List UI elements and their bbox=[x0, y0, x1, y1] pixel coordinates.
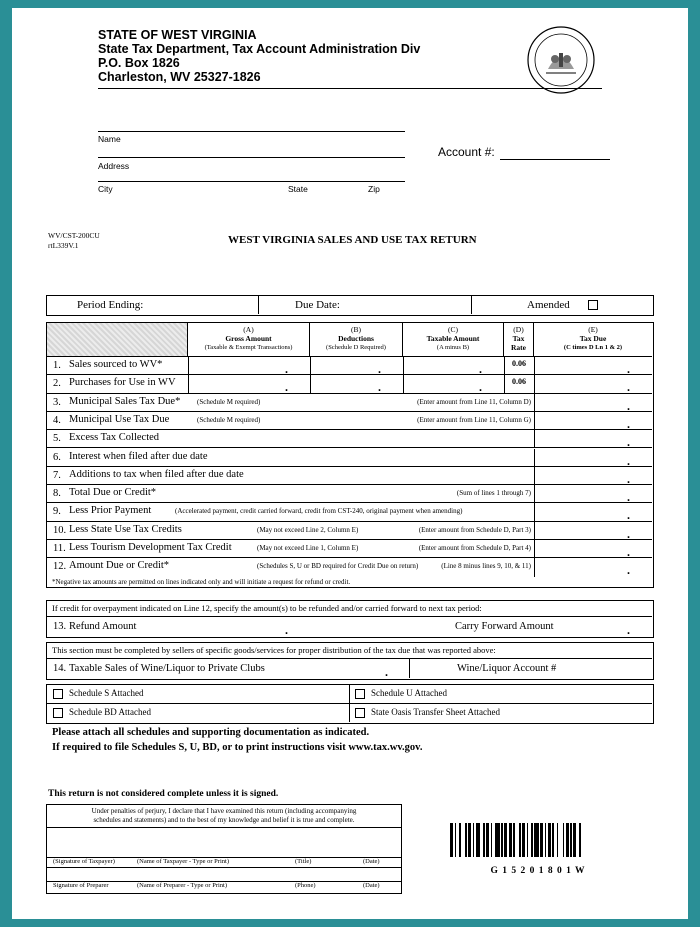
tax-due-field[interactable] bbox=[535, 430, 652, 448]
tax-rate: 0.06 bbox=[512, 359, 526, 368]
barcode-bar bbox=[450, 823, 453, 857]
col-c-title: Taxable Amount bbox=[426, 334, 480, 343]
tax-due-field[interactable] bbox=[535, 449, 652, 467]
account-field[interactable] bbox=[500, 159, 610, 160]
barcode-bar bbox=[534, 823, 539, 857]
decimal-mark: . bbox=[627, 526, 630, 541]
divider bbox=[471, 296, 472, 314]
barcode-number: G 1 5 2 0 1 8 0 1 W bbox=[490, 866, 586, 876]
line-number: 10. bbox=[53, 524, 67, 536]
line-number: 12. bbox=[53, 561, 67, 573]
barcode-bar bbox=[531, 823, 533, 857]
line-number: 3. bbox=[53, 396, 61, 408]
line-label: Excess Tax Collected bbox=[69, 432, 160, 444]
decimal-mark: . bbox=[627, 416, 630, 431]
title-label: (Title) bbox=[295, 858, 312, 865]
col-d-header bbox=[504, 323, 534, 357]
tax-line-3 bbox=[47, 394, 652, 412]
barcode-bar bbox=[473, 823, 475, 857]
decimal-mark: . bbox=[627, 508, 630, 523]
tax-form-page bbox=[12, 8, 688, 919]
line-note: (Schedule M required) bbox=[197, 397, 261, 406]
decimal-mark: . bbox=[627, 380, 630, 395]
barcode-bar bbox=[540, 823, 543, 857]
oasis-transfer-checkbox[interactable] bbox=[355, 708, 365, 718]
sig-taxpayer-label: (Signature of Taxpayer) bbox=[53, 858, 115, 865]
phone-label: (Phone) bbox=[295, 882, 316, 889]
instructions-line-2: If required to file Schedules S, U, BD, or to print instructions visit www.tax.wv.gov. bbox=[52, 742, 423, 753]
decimal-mark: . bbox=[627, 490, 630, 505]
wine-section-text: This section must be completed by sellers of specific goods/services for proper distribution of the tax due that was reported above: bbox=[52, 645, 496, 655]
wine-decimal: . bbox=[385, 665, 388, 679]
tax-line-6 bbox=[47, 449, 652, 467]
decimal-mark: . bbox=[479, 362, 482, 376]
tax-line-2 bbox=[47, 375, 652, 393]
tax-due-field[interactable] bbox=[535, 522, 652, 540]
barcode-bar bbox=[455, 823, 457, 857]
barcode-bar bbox=[519, 823, 521, 857]
barcode-bar bbox=[522, 823, 525, 857]
oasis-transfer-label: State Oasis Transfer Sheet Attached bbox=[371, 707, 500, 717]
tax-rate: 0.06 bbox=[512, 377, 526, 387]
tax-due-field[interactable] bbox=[535, 485, 652, 503]
header-department: State Tax Department, Tax Account Administration Div bbox=[98, 42, 421, 56]
barcode-bar bbox=[509, 823, 512, 857]
col-b-sub: (Schedule D Required) bbox=[326, 344, 386, 351]
header-city: Charleston, WV 25327-1826 bbox=[98, 70, 261, 84]
col-e-sub: (C times D Ln 1 & 2) bbox=[563, 344, 623, 351]
line-number: 8. bbox=[53, 488, 61, 500]
line-instruction: (Enter amount from Schedule D, Part 4) bbox=[418, 544, 531, 552]
header-pobox: P.O. Box 1826 bbox=[98, 56, 180, 70]
barcode-bar bbox=[495, 823, 500, 857]
line-label: Less Prior Payment bbox=[69, 505, 152, 517]
carry-forward-label[interactable]: Carry Forward Amount bbox=[455, 621, 554, 632]
barcode-bar bbox=[476, 823, 481, 857]
due-date-label: Due Date: bbox=[295, 299, 340, 311]
decimal-mark: . bbox=[627, 545, 630, 559]
line-number: 11. bbox=[53, 543, 66, 554]
sig-preparer-label: Signature of Preparer bbox=[53, 882, 109, 889]
schedule-u-label: Schedule U Attached bbox=[371, 688, 447, 698]
decimal-mark: . bbox=[285, 362, 288, 376]
barcode-bar bbox=[501, 823, 503, 857]
col-d-title: Tax bbox=[512, 334, 525, 343]
line-label: Municipal Use Tax Due bbox=[69, 413, 170, 425]
line-instruction: (Line 8 minus lines 9, 10, & 11) bbox=[441, 562, 531, 571]
tax-lines bbox=[47, 357, 652, 577]
tax-due-field[interactable] bbox=[535, 357, 652, 375]
col-a-header bbox=[188, 323, 310, 357]
col-b-letter: (B) bbox=[351, 325, 361, 334]
refund-amount-label[interactable]: Refund Amount bbox=[69, 621, 137, 632]
line-number: 6. bbox=[53, 451, 61, 463]
barcode-bar bbox=[486, 823, 489, 857]
amended-label: Amended bbox=[527, 299, 570, 311]
deductions-field[interactable] bbox=[311, 357, 403, 375]
overpayment-section bbox=[46, 600, 654, 638]
perjury-statement bbox=[47, 807, 401, 825]
barcode-bar bbox=[566, 823, 569, 857]
line-13-number: 13. bbox=[53, 621, 67, 632]
line-number: 9. bbox=[53, 506, 61, 518]
tax-lines-table bbox=[46, 322, 654, 588]
divider bbox=[504, 375, 505, 393]
col-d-letter: (D) bbox=[513, 325, 524, 334]
line-note: (Schedules S, U or BD required for Credit Due on return) bbox=[257, 562, 419, 571]
barcode-bar bbox=[459, 823, 461, 857]
tax-due-field[interactable] bbox=[535, 558, 652, 576]
schedule-s-label: Schedule S Attached bbox=[69, 688, 144, 698]
decimal-mark: . bbox=[285, 380, 288, 395]
tax-line-11 bbox=[47, 540, 652, 558]
decimal-mark: . bbox=[627, 398, 630, 413]
city-label: City bbox=[98, 184, 113, 194]
col-b-header bbox=[310, 323, 403, 357]
line-instruction: (Enter amount from Schedule D, Part 3) bbox=[418, 525, 531, 534]
deductions-field[interactable] bbox=[311, 375, 403, 393]
line-number: 4. bbox=[53, 414, 61, 426]
preparer-signature-field[interactable] bbox=[47, 869, 401, 881]
line-label: Sales sourced to WV* bbox=[69, 359, 163, 370]
col-e-letter: (E) bbox=[588, 325, 598, 334]
tax-line-12 bbox=[47, 558, 652, 576]
gross-amount-field[interactable] bbox=[189, 357, 310, 375]
negative-note: *Negative tax amounts are permitted on lines indicated only and will initiate a request for refund or credit. bbox=[52, 578, 351, 586]
taxable-amount-field[interactable] bbox=[404, 357, 504, 375]
divider bbox=[258, 296, 259, 314]
signature-required-note: This return is not considered complete unless it is signed. bbox=[48, 789, 279, 799]
divider bbox=[47, 867, 401, 868]
decimal-mark: . bbox=[378, 362, 381, 376]
line-label: Additions to tax when filed after due date bbox=[69, 468, 244, 480]
barcode-bar bbox=[504, 823, 507, 857]
line-note: (Schedule M required) bbox=[197, 415, 261, 424]
divider bbox=[47, 616, 652, 617]
decimal-mark: . bbox=[479, 380, 482, 395]
barcode-icon bbox=[450, 823, 626, 857]
name-rule bbox=[98, 131, 405, 132]
wine-liquor-section bbox=[46, 642, 654, 680]
barcode-bar bbox=[570, 823, 572, 857]
wine-sales-label: Taxable Sales of Wine/Liquor to Private Clubs bbox=[69, 663, 265, 674]
period-row bbox=[46, 295, 654, 316]
header-state: STATE OF WEST VIRGINIA bbox=[98, 28, 257, 42]
schedule-bd-label: Schedule BD Attached bbox=[69, 707, 151, 717]
barcode-bar bbox=[548, 823, 551, 857]
col-c-sub: (A minus B) bbox=[436, 344, 470, 351]
decimal-mark: . bbox=[378, 380, 381, 395]
barcode-bar bbox=[573, 823, 576, 857]
tax-line-8 bbox=[47, 485, 652, 503]
tax-line-9 bbox=[47, 503, 652, 521]
schedule-bd-checkbox[interactable] bbox=[53, 708, 63, 718]
line-note: (Accelerated payment, credit carried forward, credit from CST-240, original payment when amending) bbox=[175, 507, 463, 516]
col-e-header bbox=[534, 323, 652, 357]
line-note: (May not exceed Line 1, Column E) bbox=[257, 544, 359, 552]
barcode-bar bbox=[491, 823, 493, 857]
line-label: Less State Use Tax Credits bbox=[69, 523, 182, 535]
decimal-mark: . bbox=[627, 362, 630, 376]
divider bbox=[47, 827, 401, 828]
form-version: rtL339V.1 bbox=[48, 241, 79, 250]
col-a-sub: (Taxable & Exempt Transactions) bbox=[204, 344, 293, 351]
col-a-title: Gross Amount bbox=[225, 334, 272, 343]
line-label: Amount Due or Credit* bbox=[69, 560, 170, 572]
schedule-u-checkbox[interactable] bbox=[355, 689, 365, 699]
line-number: 7. bbox=[53, 469, 61, 481]
tax-line-7 bbox=[47, 467, 652, 485]
wine-account-label[interactable]: Wine/Liquor Account # bbox=[457, 663, 557, 674]
header-shaded-cell bbox=[47, 323, 188, 357]
line-number: 1. bbox=[53, 360, 61, 371]
barcode-bar bbox=[483, 823, 485, 857]
perjury-line-2: schedules and statements) and to the best of my knowledge and belief it is true and complete. bbox=[93, 816, 355, 824]
instructions-line-1: Please attach all schedules and supporting documentation as indicated. bbox=[52, 727, 370, 738]
line-label: Purchases for Use in WV bbox=[69, 377, 176, 389]
line-label: Total Due or Credit* bbox=[69, 487, 157, 499]
barcode-bar bbox=[513, 823, 515, 857]
barcode-bar bbox=[545, 823, 547, 857]
line-label: Municipal Sales Tax Due* bbox=[69, 395, 181, 407]
divider bbox=[47, 658, 652, 659]
name-field[interactable] bbox=[98, 157, 405, 158]
refund-decimal: . bbox=[285, 623, 288, 637]
line-instruction: (Sum of lines 1 through 7) bbox=[456, 489, 531, 498]
tax-due-field[interactable] bbox=[535, 375, 652, 393]
line-number: 5. bbox=[53, 433, 61, 445]
tax-due-field[interactable] bbox=[535, 412, 652, 430]
divider bbox=[47, 703, 652, 704]
tax-due-field[interactable] bbox=[535, 540, 652, 558]
decimal-mark: . bbox=[627, 435, 630, 450]
col-e-title: Tax Due bbox=[579, 334, 607, 343]
overpayment-text: If credit for overpayment indicated on Line 12, specify the amount(s) to be refunded and/or carried forward to next tax period: bbox=[52, 603, 482, 613]
taxable-amount-field[interactable] bbox=[404, 375, 504, 393]
perjury-line-1: Under penalties of perjury, I declare that I have examined this return (including accompanying bbox=[91, 807, 357, 815]
tax-due-field[interactable] bbox=[535, 503, 652, 521]
line-14-number: 14. bbox=[53, 663, 67, 674]
barcode-bar bbox=[563, 823, 565, 857]
address-field[interactable] bbox=[98, 181, 405, 182]
barcode-bar bbox=[468, 823, 471, 857]
col-b-title: Deductions bbox=[338, 334, 374, 343]
address-label: Address bbox=[98, 161, 130, 171]
name-taxpayer-label: (Name of Taxpayer - Type or Print) bbox=[137, 858, 229, 865]
line-note: (May not exceed Line 2, Column E) bbox=[257, 525, 359, 534]
schedules-section bbox=[46, 684, 654, 724]
decimal-mark: . bbox=[627, 453, 630, 468]
divider bbox=[504, 357, 505, 375]
col-c-header bbox=[403, 323, 504, 357]
decimal-mark: . bbox=[627, 563, 630, 578]
col-c-letter: (C) bbox=[448, 325, 458, 334]
line-instruction: (Enter amount from Line 11, Column D) bbox=[417, 397, 531, 406]
amended-checkbox[interactable] bbox=[588, 300, 598, 310]
tax-line-1 bbox=[47, 357, 652, 375]
carry-decimal: . bbox=[627, 623, 630, 637]
line-label: Less Tourism Development Tax Credit bbox=[69, 542, 232, 553]
form-title: WEST VIRGINIA SALES AND USE TAX RETURN bbox=[228, 234, 477, 246]
state-seal-icon bbox=[526, 25, 596, 95]
barcode-bar bbox=[552, 823, 554, 857]
name-preparer-label: (Name of Preparer - Type or Print) bbox=[137, 882, 228, 889]
barcode-bar bbox=[557, 823, 559, 857]
barcode-bar bbox=[579, 823, 581, 857]
barcode-bar bbox=[465, 823, 467, 857]
schedule-s-checkbox[interactable] bbox=[53, 689, 63, 699]
period-ending-label: Period Ending: bbox=[77, 299, 144, 311]
state-label: State bbox=[288, 184, 308, 194]
tax-line-4 bbox=[47, 412, 652, 430]
date-label-1: (Date) bbox=[363, 858, 380, 865]
col-a-letter: (A) bbox=[243, 325, 254, 334]
zip-label: Zip bbox=[368, 184, 380, 194]
date-label-2: (Date) bbox=[363, 882, 380, 889]
tax-due-field[interactable] bbox=[535, 394, 652, 412]
barcode-bar bbox=[527, 823, 529, 857]
gross-amount-field[interactable] bbox=[189, 375, 310, 393]
decimal-mark: . bbox=[627, 471, 630, 486]
tax-line-10 bbox=[47, 522, 652, 540]
form-code: WV/CST-200CU bbox=[48, 231, 100, 240]
line-label: Interest when filed after due date bbox=[69, 450, 208, 462]
name-label: Name bbox=[98, 134, 121, 144]
tax-line-5 bbox=[47, 430, 652, 448]
divider bbox=[409, 659, 410, 678]
col-d-sub: Rate bbox=[511, 343, 526, 352]
line-number: 2. bbox=[53, 378, 61, 390]
account-label: Account #: bbox=[438, 145, 495, 159]
line-instruction: (Enter amount from Line 11, Column G) bbox=[417, 415, 531, 424]
signature-box bbox=[46, 804, 402, 894]
tax-due-field[interactable] bbox=[535, 467, 652, 485]
